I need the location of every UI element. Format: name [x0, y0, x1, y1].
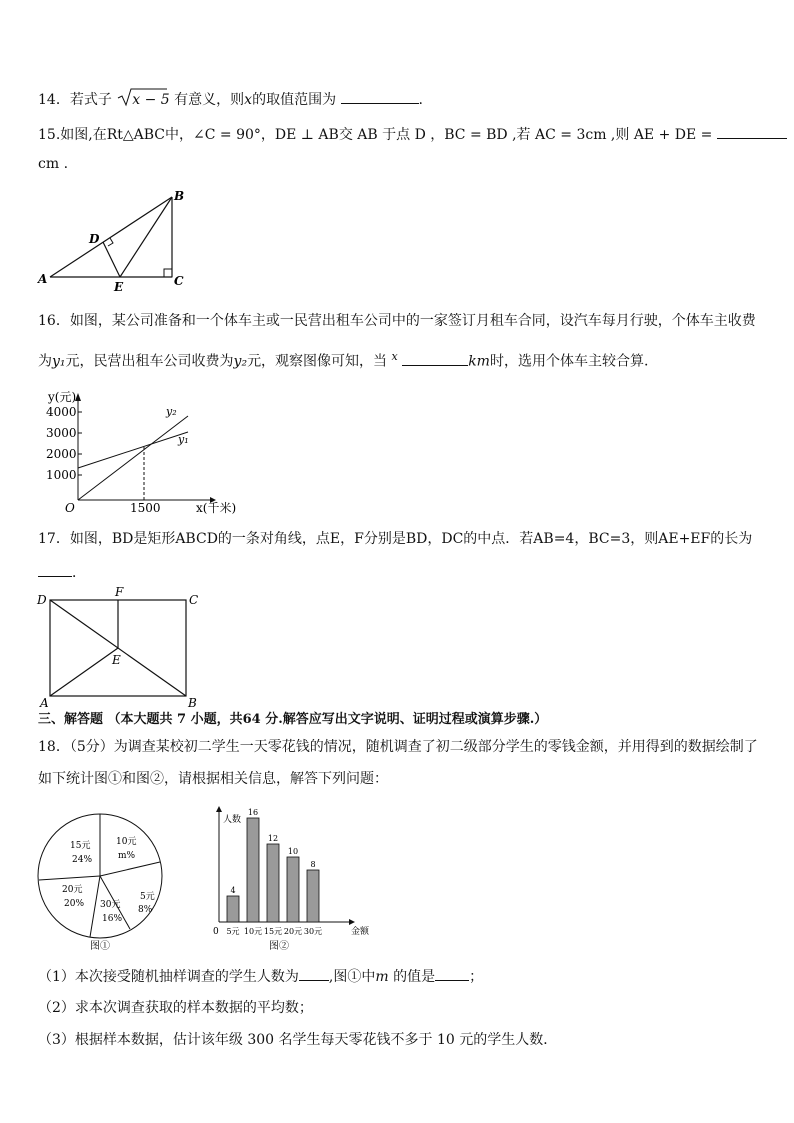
ytick-3000: 3000 [46, 426, 77, 440]
label-C: C [174, 274, 184, 288]
var-y1: y₁ [52, 353, 66, 370]
label-B: B [188, 696, 197, 710]
q17-end: ． [72, 565, 86, 581]
q16-text: 16．如图，某公司准备和一个体车主或一民营出租车公司中的一家签订月租车合同，设汽车每月行驶，个体车主收费 [38, 313, 756, 329]
ytick-1000: 1000 [46, 468, 77, 482]
origin-label: 0 [213, 927, 219, 937]
bar-value-label: 4 [230, 886, 236, 895]
question-14 [38, 87, 423, 113]
variable-x: x [244, 92, 253, 108]
origin-label: O [65, 501, 75, 515]
bar-category-label: 10元 [243, 927, 263, 936]
pie-pct-30: 16% [102, 914, 123, 924]
bar-value-label: 16 [247, 808, 259, 817]
sub1-end: ； [469, 969, 484, 985]
right-angle-D [108, 238, 113, 246]
pie-label-15: 15元 [70, 841, 91, 851]
label-D: D [89, 232, 100, 246]
unit-km: km [468, 353, 490, 370]
question-15 [38, 124, 787, 145]
answer-blank[interactable] [341, 89, 419, 104]
pie-pct-10: m% [118, 851, 136, 861]
segment-BE [120, 197, 172, 277]
q16-text-c: 元，观察图像可知，当 [247, 353, 388, 370]
answer-blank[interactable] [38, 562, 72, 577]
bar-caption: 图② [269, 941, 289, 952]
bar-value-label: 8 [310, 860, 316, 869]
line-y2 [78, 416, 188, 500]
x-axis-arrow [349, 919, 355, 925]
pie-label-5: 5元 [140, 892, 155, 902]
answer-blank[interactable] [717, 124, 787, 139]
var-y2: y₂ [233, 353, 248, 370]
section-heading: 三、解答题 （本大题共 7 小题，共64 分.解答应写出文字说明、证明过程或演算步骤.） [38, 712, 548, 727]
var-m: m [375, 969, 389, 985]
bar-value-label: 12 [267, 834, 279, 843]
q14-end: . [418, 92, 423, 108]
q16-text-d: 时，选用个体车主较合算. [489, 353, 649, 370]
ytick-4000: 4000 [46, 405, 77, 419]
right-angle-C [164, 269, 172, 277]
pie-caption: 图① [90, 941, 110, 952]
y-axis-arrow [216, 806, 222, 812]
sub1-text-3: 的值是 [388, 969, 436, 985]
label-F: F [115, 585, 124, 599]
pie-label-30: 30元 [100, 900, 121, 910]
answer-blank[interactable] [435, 966, 469, 981]
var-x: x [391, 350, 398, 363]
q16-text-b: 元，民营出租车公司收费为 [65, 353, 234, 370]
bar-5元 [227, 896, 239, 922]
segment-DE [103, 242, 120, 277]
q16-text-a: 为 [38, 353, 52, 370]
x-axis-label: x(千米) [196, 501, 237, 515]
bar-category-label: 20元 [283, 927, 303, 936]
bar-category-label: 5元 [226, 927, 240, 936]
pie-pct-5: 8% [138, 905, 153, 915]
q18-sub1 [38, 966, 483, 987]
q18-sub2: （2）求本次调查获取的样本数据的平均数； [38, 1000, 313, 1016]
label-E: E [112, 653, 121, 667]
side-AB [50, 197, 172, 277]
x-axis-label: 金额 [351, 927, 370, 937]
label-y1: y₁ [178, 433, 189, 446]
q16-line2 [38, 347, 648, 372]
line-y1 [78, 432, 188, 468]
q15-figure [30, 185, 200, 295]
label-E: E [114, 280, 124, 294]
answer-blank[interactable] [299, 966, 329, 981]
bar-20元 [287, 857, 299, 922]
y-axis-label: 人数 [223, 815, 242, 825]
q14-text: 14．若式子 [38, 92, 112, 108]
label-B: B [174, 189, 185, 203]
sub1-text-2: ,图①中 [328, 969, 376, 985]
q18-sub3: （3）根据样本数据，估计该年级 300 名学生每天零花钱不多于 10 元的学生人数． [38, 1032, 558, 1048]
bar-10元 [247, 818, 259, 922]
bar-15元 [267, 844, 279, 922]
label-D: D [37, 593, 47, 607]
bar-30元 [307, 870, 319, 922]
pie-label-10: 10元 [116, 837, 137, 847]
q15-unit: cm . [38, 156, 69, 172]
bar-category-label: 30元 [303, 927, 323, 936]
xtick-1500: 1500 [130, 501, 161, 515]
q14-text-3: 的取值范围为 [252, 92, 337, 108]
q18-text: 18．（5分）为调查某校初二学生一天零花钱的情况，随机调查了初二级部分学生的零钱金额，并用得到的数据绘制了 [38, 739, 758, 755]
pie-pct-20: 20% [64, 899, 85, 909]
q17-text: 17．如图，BD是矩形ABCD的一条对角线，点E，F分别是BD，DC的中点．若AB=4，BC=3，则AE+EF的长为 [38, 531, 753, 547]
sub1-text: （1）本次接受随机抽样调查的学生人数为 [38, 969, 299, 985]
segment-AE [50, 648, 118, 696]
answer-blank[interactable] [402, 351, 468, 366]
bar-value-label: 10 [287, 847, 299, 856]
label-A: A [40, 696, 49, 710]
q18-text-2: 如下统计图①和图②，请根据相关信息，解答下列问题： [38, 771, 388, 787]
q17-figure [34, 586, 214, 708]
q17-line2 [38, 562, 86, 583]
label-C: C [189, 593, 199, 607]
label-y2: y₂ [166, 405, 177, 418]
radicand: x − 5 [132, 92, 170, 108]
pie-pct-15: 24% [72, 855, 93, 865]
q14-text-2: 有意义，则 [169, 92, 245, 108]
q16-graph [40, 385, 237, 515]
bar-category-label: 15元 [263, 927, 283, 936]
bar-chart [205, 806, 375, 952]
pie-chart [36, 806, 166, 952]
y-axis-label: y(元) [48, 390, 77, 404]
q15-text: 15.如图,在Rt△ABC中，∠C = 90°，DE ⊥ AB交 AB 于点 D ，BC = BD ,若 AC = 3cm ,则 AE + DE = [38, 127, 713, 143]
ytick-2000: 2000 [46, 447, 77, 461]
label-A: A [38, 272, 48, 286]
pie-label-20: 20元 [62, 885, 83, 895]
